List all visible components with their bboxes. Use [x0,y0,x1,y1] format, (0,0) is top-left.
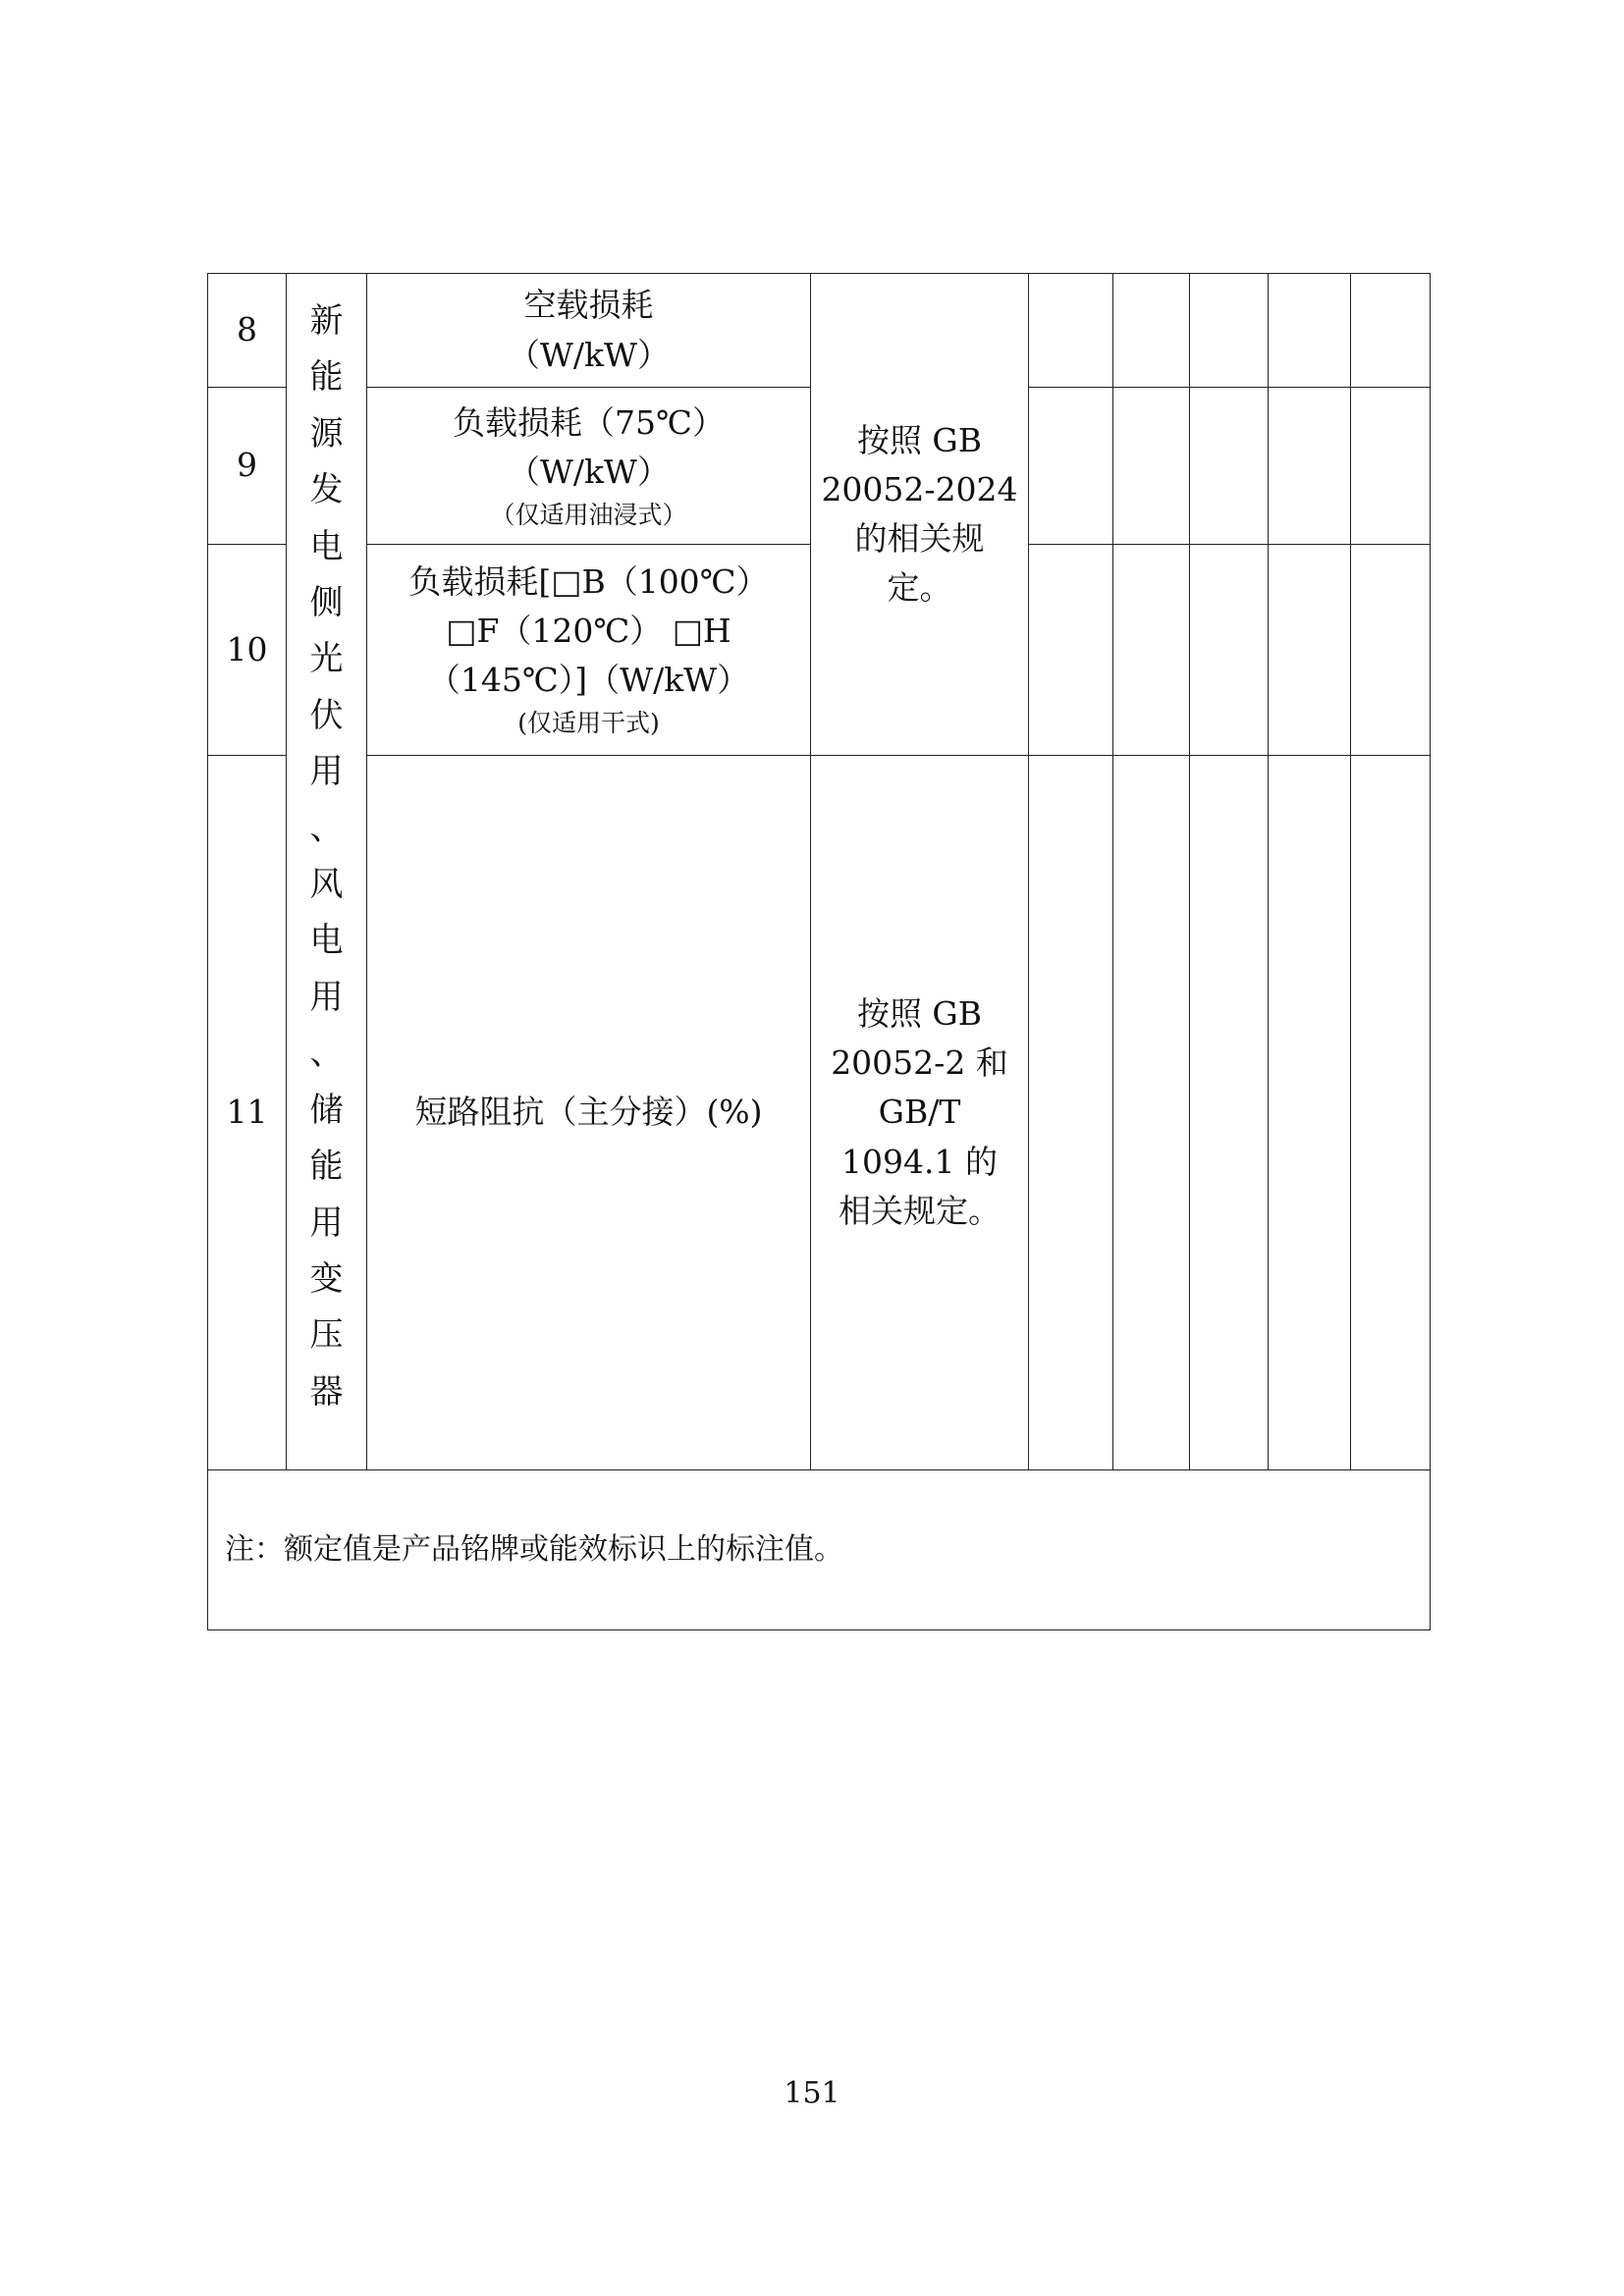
category-char: 能 [309,1147,344,1187]
blank-cell [1190,388,1269,545]
blank-cell [1190,756,1269,1470]
row-number: 10 [208,545,287,756]
blank-cell [1351,545,1431,756]
blank-cell [1269,545,1351,756]
item-line: （145℃）]（W/kW） [427,661,750,700]
category-char: 发 [309,470,344,510]
item-note: (仅适用干式) [517,709,660,738]
category-char: 电 [309,921,344,961]
category-char: 压 [309,1315,344,1356]
table-note: 注：额定值是产品铭牌或能效标识上的标注值。 [208,1470,1431,1630]
item-note: （仅适用油浸式） [490,500,687,529]
category-char: 储 [309,1090,344,1130]
item-line: （W/kW） [508,452,670,491]
basis-cell [811,274,1029,756]
item-line: 空载损耗 [523,286,654,325]
item-line: 短路阻抗（主分接）(%) [414,1093,763,1132]
blank-cell [1029,274,1113,388]
item-line: 负载损耗[□B（100℃） [408,562,769,602]
blank-cell [1113,388,1190,545]
category-label [287,294,366,1420]
category-char: 用 [309,1202,344,1243]
row-number: 8 [208,274,287,388]
blank-cell [1351,756,1431,1470]
item-cell [367,388,811,545]
spec-table [207,273,1431,1630]
basis-line: GB/T [878,1093,961,1132]
category-char: 新 [309,301,344,341]
note-row [208,1470,1431,1630]
basis-line: 20052-2 和 [831,1043,1008,1083]
basis-line: 20052-2024 [821,469,1018,508]
category-char: 伏 [309,695,344,735]
basis-line: 按照 GB [856,994,983,1034]
blank-cell [1029,545,1113,756]
item-cell [367,274,811,388]
item-line: （W/kW） [508,335,670,374]
item-line: 负载损耗（75℃） [453,402,725,442]
blank-cell [1269,274,1351,388]
blank-cell [1269,388,1351,545]
blank-cell [1113,274,1190,388]
blank-cell [1113,545,1190,756]
category-char: 源 [309,413,344,454]
category-char: 用 [309,752,344,792]
blank-cell [1029,388,1113,545]
table-row [208,756,1431,1470]
category-cell [287,274,367,1470]
category-char: 、 [309,1034,344,1074]
blank-cell [1190,274,1269,388]
blank-cell [1113,756,1190,1470]
item-line: □F（120℃） □H [446,612,731,651]
row-number: 11 [208,756,287,1470]
category-char: 电 [309,526,344,566]
blank-cell [1351,274,1431,388]
blank-cell [1190,545,1269,756]
basis-line: 的相关规 [854,519,985,558]
category-char: 器 [309,1371,344,1412]
basis-line: 按照 GB [856,420,983,459]
basis-cell [811,756,1029,1470]
category-char: 侧 [309,583,344,623]
page-number: 151 [784,2076,840,2110]
category-char: 能 [309,357,344,398]
category-char: 用 [309,977,344,1017]
item-cell [367,756,811,1470]
category-char: 光 [309,639,344,679]
basis-line: 相关规定。 [839,1191,1001,1230]
table-row [208,274,1431,388]
blank-cell [1351,388,1431,545]
category-char: 风 [309,865,344,905]
basis-line: 1094.1 的 [841,1142,998,1181]
blank-cell [1269,756,1351,1470]
category-char: 变 [309,1258,344,1299]
blank-cell [1029,756,1113,1470]
row-number: 9 [208,388,287,545]
category-char: 、 [309,808,344,848]
basis-line: 定。 [887,568,952,608]
item-cell [367,545,811,756]
